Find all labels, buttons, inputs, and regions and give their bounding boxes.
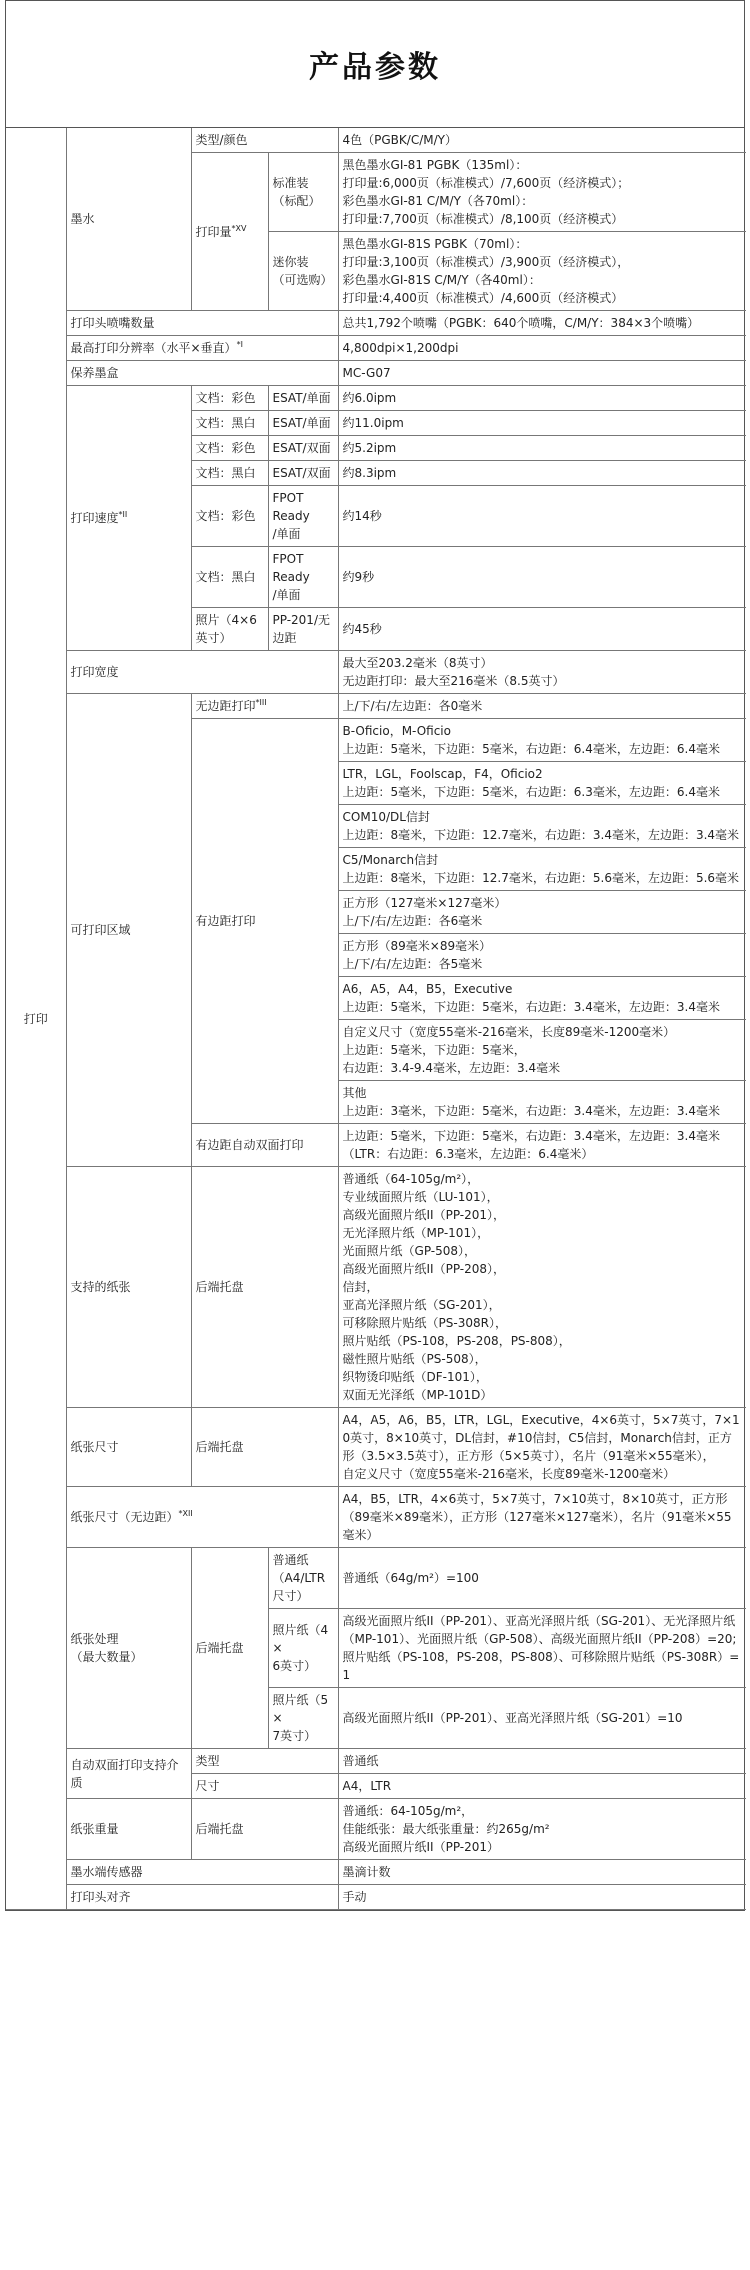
area-bordered-value: B-Oficio，M-Oficio 上边距：5毫米，下边距：5毫米，右边距：6.4毫米，左边距：6.4毫米 [338, 719, 746, 762]
speed-doc: 文档：彩色 [191, 486, 268, 547]
media-handling-type: 照片纸（5× 7英寸） [268, 1688, 338, 1749]
speed-mode: ESAT/双面 [268, 436, 338, 461]
table-row [6, 361, 746, 386]
row-label-media-handling: 纸张处理 （最大数量） [66, 1548, 191, 1749]
row-label-width: 打印宽度 [66, 651, 338, 694]
row-label-weight: 纸张重量 [66, 1799, 191, 1860]
area-bordered-value: 正方形（127毫米×127毫米） 上/下/右/左边距：各6毫米 [338, 891, 746, 934]
area-bordered-label: 有边距打印 [191, 719, 338, 1124]
group-label: 打印 [6, 128, 66, 1910]
media-size-borderless-value: A4，B5，LTR，4×6英寸，5×7英寸，7×10英寸，8×10英寸，正方形（89毫米×89毫米），正方形（127毫米×127毫米），名片（91毫米×55毫米） [338, 1487, 746, 1548]
speed-doc: 文档：黑白 [191, 461, 268, 486]
area-bordered-value: C5/Monarch信封 上边距：8毫米，下边距：12.7毫米，右边距：5.6毫米，左边距：5.6毫米 [338, 848, 746, 891]
area-borderless-value: 上/下/右/左边距：各0毫米 [338, 694, 746, 719]
table-row [6, 1167, 746, 1408]
table-row [6, 386, 746, 411]
table-row [6, 1799, 746, 1860]
table-row [6, 1885, 746, 1910]
area-duplex-value: 上边距：5毫米，下边距：5毫米，右边距：3.4毫米，左边距：3.4毫米 （LTR：右边距：6.3毫米，左边距：6.4毫米） [338, 1124, 746, 1167]
ink-type-label: 类型/颜色 [191, 128, 338, 153]
table-row [6, 1860, 746, 1885]
speed-value: 约6.0ipm [338, 386, 746, 411]
speed-mode: PP-201/无 边距 [268, 608, 338, 651]
row-label-nozzles: 打印头喷嘴数量 [66, 311, 338, 336]
table-row [6, 1749, 746, 1774]
ink-std-label: 标准装 （标配） [268, 153, 338, 232]
page-title: 产品参数 [6, 1, 744, 128]
area-bordered-value: COM10/DL信封 上边距：8毫米，下边距：12.7毫米，右边距：3.4毫米，左边距：3.4毫米 [338, 805, 746, 848]
row-label-ink-sensor: 墨水端传感器 [66, 1860, 338, 1885]
area-bordered-value: LTR，LGL，Foolscap，F4，Oficio2 上边距：5毫米，下边距：5毫米，右边距：6.3毫米，左边距：6.4毫米 [338, 762, 746, 805]
speed-mode: FPOT Ready /单面 [268, 547, 338, 608]
area-duplex-label: 有边距自动双面打印 [191, 1124, 338, 1167]
speed-mode: FPOT Ready /单面 [268, 486, 338, 547]
duplex-media-size-value: A4，LTR [338, 1774, 746, 1799]
area-bordered-value: 其他 上边距：3毫米，下边距：5毫米，右边距：3.4毫米，左边距：3.4毫米 [338, 1081, 746, 1124]
table-row [6, 1548, 746, 1609]
media-types-tray: 后端托盘 [191, 1167, 338, 1408]
area-bordered-value: A6，A5，A4，B5，Executive 上边距：5毫米，下边距：5毫米，右边距：3.4毫米，左边距：3.4毫米 [338, 977, 746, 1020]
weight-value: 普通纸：64-105g/m²， 佳能纸张：最大纸张重量：约265g/m² 高级光面照片纸II（PP-201） [338, 1799, 746, 1860]
maintenance-value: MC-G07 [338, 361, 746, 386]
spec-table [6, 128, 746, 1910]
row-label-resolution: 最高打印分辨率（水平×垂直）$^{*I}$ [66, 336, 338, 361]
speed-mode: ESAT/双面 [268, 461, 338, 486]
speed-value: 约8.3ipm [338, 461, 746, 486]
width-value: 最大至203.2毫米（8英寸） 无边距打印：最大至216毫米（8.5英寸） [338, 651, 746, 694]
ink-mini-value: 黑色墨水GI-81S PGBK（70ml）： 打印量:3,100页（标准模式）/3,900页（经济模式）， 彩色墨水GI-81S C/M/Y（各40ml）： 打印量:4,400页（标准模式）/4,600页（经济模式） [338, 232, 746, 311]
speed-doc: 文档：彩色 [191, 386, 268, 411]
media-handling-tray: 后端托盘 [191, 1548, 268, 1749]
duplex-media-type-label: 类型 [191, 1749, 338, 1774]
table-row [6, 1487, 746, 1548]
speed-doc: 文档：黑白 [191, 547, 268, 608]
area-borderless-label: 无边距打印$^{*III}$ [191, 694, 338, 719]
row-label-media-size-borderless: 纸张尺寸（无边距）$^{*XII}$ [66, 1487, 338, 1548]
table-row [6, 694, 746, 719]
ink-std-value: 黑色墨水GI-81 PGBK（135ml）： 打印量:6,000页（标准模式）/7,600页（经济模式）； 彩色墨水GI-81 C/M/Y（各70ml）： 打印量:7,700页（标准模式）/8,100页（经济模式） [338, 153, 746, 232]
row-label-ink: 墨水 [66, 128, 191, 311]
media-handling-value: 普通纸（64g/m²）=100 [338, 1548, 746, 1609]
speed-doc: 照片（4×6 英寸） [191, 608, 268, 651]
table-row [6, 336, 746, 361]
area-bordered-value: 自定义尺寸（宽度55毫米-216毫米，长度89毫米-1200毫米） 上边距：5毫米，下边距：5毫米， 右边距：3.4-9.4毫米，左边距：3.4毫米 [338, 1020, 746, 1081]
media-handling-value: 高级光面照片纸II（PP-201）、亚高光泽照片纸（SG-201）=10 [338, 1688, 746, 1749]
duplex-media-type-value: 普通纸 [338, 1749, 746, 1774]
speed-doc: 文档：彩色 [191, 436, 268, 461]
media-handling-type: 普通纸 （A4/LTR尺寸） [268, 1548, 338, 1609]
ink-type-value: 4色（PGBK/C/M/Y） [338, 128, 746, 153]
area-bordered-value: 正方形（89毫米×89毫米） 上/下/右/左边距：各5毫米 [338, 934, 746, 977]
resolution-value: 4,800dpi×1,200dpi [338, 336, 746, 361]
media-size-value: A4，A5，A6，B5，LTR，LGL，Executive，4×6英寸，5×7英寸，7×10英寸，8×10英寸，DL信封，#10信封，C5信封，Monarch信封，正方形（3.5×3.5英寸），正方形（5×5英寸），名片（91毫米×55毫米）， 自定义尺寸（宽度55毫米-216毫米，长度89毫米-1200毫米） [338, 1408, 746, 1487]
duplex-media-size-label: 尺寸 [191, 1774, 338, 1799]
row-label-area: 可打印区域 [66, 694, 191, 1167]
table-row [6, 128, 746, 153]
speed-mode: ESAT/单面 [268, 386, 338, 411]
media-handling-value: 高级光面照片纸II（PP-201）、亚高光泽照片纸（SG-201）、无光泽照片纸（MP-101）、光面照片纸（GP-508）、高级光面照片纸II（PP-208）=20; 照片贴纸（PS-108，PS-208，PS-808）、可移除照片贴纸（PS-308R）=1 [338, 1609, 746, 1688]
row-label-maintenance: 保养墨盒 [66, 361, 338, 386]
weight-tray: 后端托盘 [191, 1799, 338, 1860]
ink-yield-label: 打印量$^{*XV}$ [191, 153, 268, 311]
speed-value: 约5.2ipm [338, 436, 746, 461]
row-label-alignment: 打印头对齐 [66, 1885, 338, 1910]
speed-value: 约45秒 [338, 608, 746, 651]
alignment-value: 手动 [338, 1885, 746, 1910]
speed-mode: ESAT/单面 [268, 411, 338, 436]
speed-value: 约9秒 [338, 547, 746, 608]
row-label-duplex-media: 自动双面打印支持介质 [66, 1749, 191, 1799]
speed-value: 约14秒 [338, 486, 746, 547]
table-row [6, 651, 746, 694]
row-label-media-types: 支持的纸张 [66, 1167, 191, 1408]
table-row [6, 1408, 746, 1487]
nozzles-value: 总共1,792个喷嘴（PGBK：640个喷嘴，C/M/Y：384×3个喷嘴） [338, 311, 746, 336]
ink-mini-label: 迷你装 （可选购） [268, 232, 338, 311]
media-types-value: 普通纸（64-105g/m²）， 专业绒面照片纸（LU-101）， 高级光面照片纸II（PP-201）， 无光泽照片纸（MP-101）， 光面照片纸（GP-508）， 高级光面照片纸II（PP-208）， 信封， 亚高光泽照片纸（SG-201）， 可移除照片贴纸（PS-308R）， 照片贴纸（PS-108，PS-208，PS-808）， 磁性照片贴纸（PS-508）， 织物烫印贴纸（DF-101）， 双面无光泽纸（MP-101D） [338, 1167, 746, 1408]
ink-sensor-value: 墨滴计数 [338, 1860, 746, 1885]
row-label-speed: 打印速度$^{*II}$ [66, 386, 191, 651]
speed-doc: 文档：黑白 [191, 411, 268, 436]
spec-sheet [5, 0, 745, 1911]
media-size-tray: 后端托盘 [191, 1408, 338, 1487]
row-label-media-size: 纸张尺寸 [66, 1408, 191, 1487]
media-handling-type: 照片纸（4× 6英寸） [268, 1609, 338, 1688]
speed-value: 约11.0ipm [338, 411, 746, 436]
table-row [6, 311, 746, 336]
